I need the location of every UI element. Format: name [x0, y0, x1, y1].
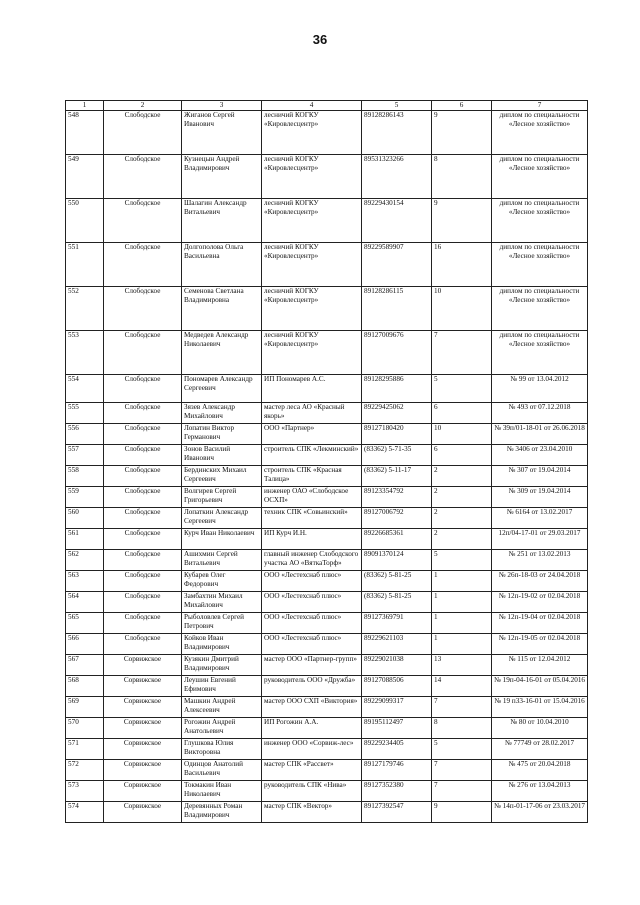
organization-cell: мастер ООО «Партнер-групп» [262, 655, 362, 676]
document-cell: № 19 п33-16-01 от 15.04.2016 [492, 697, 588, 718]
full-name-cell: Шалагин Александр Витальевич [182, 199, 262, 243]
phone-cell: 89127180420 [362, 424, 432, 445]
settlement-cell: Сорвижское [104, 739, 182, 760]
table-row [66, 445, 588, 466]
phone-cell: (83362) 5-81-25 [362, 571, 432, 592]
settlement-cell: Слободское [104, 111, 182, 155]
phone-cell: 89127369791 [362, 613, 432, 634]
document-cell: № 3406 от 23.04.2010 [492, 445, 588, 466]
col-header-4: 4 [262, 101, 362, 111]
phone-cell: 89127088506 [362, 676, 432, 697]
organization-cell: главный инженер Слободского участка АО «ВяткаТорф» [262, 550, 362, 571]
full-name-cell: Курч Иван Николаевич [182, 529, 262, 550]
table-row [66, 760, 588, 781]
settlement-cell: Слободское [104, 466, 182, 487]
settlement-cell: Слободское [104, 243, 182, 287]
table-row [66, 199, 588, 243]
experience-cell: 10 [432, 424, 492, 445]
document-cell: диплом по специальности «Лесное хозяйство» [492, 155, 588, 199]
phone-cell: 89127009676 [362, 331, 432, 375]
full-name-cell: Кузякин Дмитрий Владимирович [182, 655, 262, 676]
row-number-cell: 571 [66, 739, 104, 760]
settlement-cell: Слободское [104, 508, 182, 529]
settlement-cell: Слободское [104, 571, 182, 592]
table-row [66, 571, 588, 592]
settlement-cell: Сорвижское [104, 781, 182, 802]
settlement-cell: Слободское [104, 529, 182, 550]
document-cell: диплом по специальности «Лесное хозяйство» [492, 199, 588, 243]
phone-cell: 89123354792 [362, 487, 432, 508]
table-row [66, 155, 588, 199]
document-cell: № 77749 от 28.02.2017 [492, 739, 588, 760]
organization-cell: ООО «Лестехснаб плюс» [262, 592, 362, 613]
phone-cell: 89229099317 [362, 697, 432, 718]
settlement-cell: Слободское [104, 445, 182, 466]
settlement-cell: Сорвижское [104, 676, 182, 697]
full-name-cell: Лопаткин Александр Сергеевич [182, 508, 262, 529]
full-name-cell: Жиганов Сергей Иванович [182, 111, 262, 155]
table-row [66, 243, 588, 287]
phone-cell: 89229425062 [362, 403, 432, 424]
row-number-cell: 557 [66, 445, 104, 466]
settlement-cell: Слободское [104, 613, 182, 634]
organization-cell: ИП Курч И.Н. [262, 529, 362, 550]
organization-cell: лесничий КОГКУ «Кировлесцентр» [262, 199, 362, 243]
document-cell: диплом по специальности «Лесное хозяйство» [492, 111, 588, 155]
page-number: 36 [312, 32, 328, 47]
document-cell: № 12п-19-05 от 02.04.2018 [492, 634, 588, 655]
row-number-cell: 568 [66, 676, 104, 697]
organization-cell: техник СПК «Совьинский» [262, 508, 362, 529]
row-number-cell: 572 [66, 760, 104, 781]
document-cell: № 115 от 12.04.2012 [492, 655, 588, 676]
experience-cell: 10 [432, 287, 492, 331]
organization-cell: ООО «Партнер» [262, 424, 362, 445]
table-row [66, 718, 588, 739]
table-row [66, 739, 588, 760]
row-number-cell: 569 [66, 697, 104, 718]
experience-cell: 13 [432, 655, 492, 676]
full-name-cell: Рыболовлев Сергей Петрович [182, 613, 262, 634]
document-cell: № 309 от 19.04.2014 [492, 487, 588, 508]
experience-cell: 2 [432, 529, 492, 550]
settlement-cell: Слободское [104, 199, 182, 243]
document-cell: № 493 от 07.12.2018 [492, 403, 588, 424]
col-header-6: 6 [432, 101, 492, 111]
col-header-2: 2 [104, 101, 182, 111]
full-name-cell: Машкин Андрей Алексеевич [182, 697, 262, 718]
settlement-cell: Слободское [104, 634, 182, 655]
table-row [66, 550, 588, 571]
full-name-cell: Рогожин Андрей Анатольевич [182, 718, 262, 739]
full-name-cell: Кузнецын Андрей Владимирович [182, 155, 262, 199]
settlement-cell: Сорвижское [104, 655, 182, 676]
settlement-cell: Слободское [104, 592, 182, 613]
organization-cell: руководитель ООО «Дружба» [262, 676, 362, 697]
table-row [66, 697, 588, 718]
organization-cell: ООО «Лестехснаб плюс» [262, 613, 362, 634]
organization-cell: мастер ООО СХП «Виктория» [262, 697, 362, 718]
row-number-cell: 570 [66, 718, 104, 739]
experience-cell: 2 [432, 508, 492, 529]
table-row [66, 676, 588, 697]
settlement-cell: Сорвижское [104, 697, 182, 718]
row-number-cell: 558 [66, 466, 104, 487]
table-row [66, 466, 588, 487]
experience-cell: 16 [432, 243, 492, 287]
row-number-cell: 574 [66, 802, 104, 823]
experience-cell: 2 [432, 487, 492, 508]
row-number-cell: 560 [66, 508, 104, 529]
organization-cell: инженер ООО «Сорвиж-лес» [262, 739, 362, 760]
experience-cell: 9 [432, 802, 492, 823]
full-name-cell: Зязев Александр Михайлович [182, 403, 262, 424]
experience-cell: 2 [432, 466, 492, 487]
phone-cell: 89226685361 [362, 529, 432, 550]
experience-cell: 5 [432, 375, 492, 403]
full-name-cell: Волгирев Сергей Григорьевич [182, 487, 262, 508]
table-header [66, 101, 588, 111]
row-number-cell: 556 [66, 424, 104, 445]
document-cell: диплом по специальности «Лесное хозяйство» [492, 287, 588, 331]
settlement-cell: Слободское [104, 487, 182, 508]
experience-cell: 6 [432, 403, 492, 424]
experience-cell: 6 [432, 445, 492, 466]
organization-cell: ООО «Лестехснаб плюс» [262, 571, 362, 592]
document-cell: № 307 от 19.04.2014 [492, 466, 588, 487]
table-row [66, 781, 588, 802]
row-number-cell: 562 [66, 550, 104, 571]
row-number-cell: 559 [66, 487, 104, 508]
organization-cell: лесничий КОГКУ «Кировлесцентр» [262, 287, 362, 331]
row-number-cell: 573 [66, 781, 104, 802]
experience-cell: 9 [432, 111, 492, 155]
phone-cell: 89229430154 [362, 199, 432, 243]
document-cell: № 80 от 10.04.2010 [492, 718, 588, 739]
settlement-cell: Сорвижское [104, 718, 182, 739]
table-row [66, 802, 588, 823]
settlement-cell: Сорвижское [104, 802, 182, 823]
experience-cell: 8 [432, 718, 492, 739]
phone-cell: (83362) 5-11-17 [362, 466, 432, 487]
row-number-cell: 548 [66, 111, 104, 155]
organization-cell: руководитель СПК «Нива» [262, 781, 362, 802]
phone-cell: 89127179746 [362, 760, 432, 781]
full-name-cell: Бердинских Михаил Сергеевич [182, 466, 262, 487]
row-number-cell: 564 [66, 592, 104, 613]
settlement-cell: Слободское [104, 287, 182, 331]
organization-cell: строитель СПК «Лекминский» [262, 445, 362, 466]
full-name-cell: Леушин Евгений Ефимович [182, 676, 262, 697]
experience-cell: 7 [432, 760, 492, 781]
col-header-5: 5 [362, 101, 432, 111]
phone-cell: 89127392547 [362, 802, 432, 823]
full-name-cell: Замбахтин Михаил Михайлович [182, 592, 262, 613]
organization-cell: лесничий КОГКУ «Кировлесцентр» [262, 331, 362, 375]
organization-cell: мастер СПК «Рассвет» [262, 760, 362, 781]
document-cell: № 12п-19-04 от 02.04.2018 [492, 613, 588, 634]
row-number-cell: 553 [66, 331, 104, 375]
full-name-cell: Глушкова Юлия Викторовна [182, 739, 262, 760]
experience-cell: 1 [432, 592, 492, 613]
row-number-cell: 550 [66, 199, 104, 243]
document-cell: № 14п-01-17-06 от 23.03.2017 [492, 802, 588, 823]
phone-cell: 89128286143 [362, 111, 432, 155]
table-row [66, 331, 588, 375]
full-name-cell: Койков Иван Владимирович [182, 634, 262, 655]
row-number-cell: 565 [66, 613, 104, 634]
organization-cell: лесничий КОГКУ «Кировлесцентр» [262, 111, 362, 155]
document-cell: № 26п-18-03 от 24.04.2018 [492, 571, 588, 592]
organization-cell: ИП Рогожин А.А. [262, 718, 362, 739]
organization-cell: ИП Пономарев А.С. [262, 375, 362, 403]
table-row [66, 655, 588, 676]
experience-cell: 5 [432, 550, 492, 571]
experience-cell: 7 [432, 697, 492, 718]
col-header-3: 3 [182, 101, 262, 111]
phone-cell: (83362) 5-71-35 [362, 445, 432, 466]
phone-cell: (83362) 5-81-25 [362, 592, 432, 613]
phone-cell: 89229621103 [362, 634, 432, 655]
document-cell: № 6164 от 13.02.2017 [492, 508, 588, 529]
table-row [66, 487, 588, 508]
settlement-cell: Слободское [104, 403, 182, 424]
settlement-cell: Слободское [104, 155, 182, 199]
full-name-cell: Долгополова Ольга Васильевна [182, 243, 262, 287]
row-number-cell: 567 [66, 655, 104, 676]
full-name-cell: Семенова Светлана Владимировна [182, 287, 262, 331]
settlement-cell: Слободское [104, 424, 182, 445]
full-name-cell: Медведев Александр Николаевич [182, 331, 262, 375]
organization-cell: строитель СПК «Красная Талица» [262, 466, 362, 487]
table-body [66, 111, 588, 823]
document-cell: № 276 от 13.04.2013 [492, 781, 588, 802]
experience-cell: 7 [432, 331, 492, 375]
table-row [66, 111, 588, 155]
row-number-cell: 555 [66, 403, 104, 424]
table-row [66, 529, 588, 550]
document-cell: 12п/04-17-01 от 29.03.2017 [492, 529, 588, 550]
full-name-cell: Деревянных Роман Владимирович [182, 802, 262, 823]
document-cell: № 39п/01-18-01 от 26.06.2018 [492, 424, 588, 445]
phone-cell: 89229589907 [362, 243, 432, 287]
document-cell: диплом по специальности «Лесное хозяйство» [492, 243, 588, 287]
full-name-cell: Кубарев Олег Федорович [182, 571, 262, 592]
phone-cell: 89229234405 [362, 739, 432, 760]
settlement-cell: Слободское [104, 331, 182, 375]
phone-cell: 89128295886 [362, 375, 432, 403]
organization-cell: инженер ОАО «Слободское ОСХП» [262, 487, 362, 508]
experience-cell: 1 [432, 634, 492, 655]
document-cell: № 251 от 13.02.2013 [492, 550, 588, 571]
phone-cell: 89127006792 [362, 508, 432, 529]
row-number-cell: 552 [66, 287, 104, 331]
row-number-cell: 554 [66, 375, 104, 403]
experience-cell: 9 [432, 199, 492, 243]
settlement-cell: Слободское [104, 550, 182, 571]
document-cell: № 12п-19-02 от 02.04.2018 [492, 592, 588, 613]
document-cell: диплом по специальности «Лесное хозяйство» [492, 331, 588, 375]
full-name-cell: Пономарев Александр Сергеевич [182, 375, 262, 403]
settlement-cell: Сорвижское [104, 760, 182, 781]
experience-cell: 14 [432, 676, 492, 697]
organization-cell: мастер СПК «Вектор» [262, 802, 362, 823]
table-row [66, 613, 588, 634]
table-row [66, 424, 588, 445]
phone-cell: 89091370124 [362, 550, 432, 571]
phone-cell: 89195112497 [362, 718, 432, 739]
full-name-cell: Зонов Василий Иванович [182, 445, 262, 466]
document-cell: № 475 от 20.04.2018 [492, 760, 588, 781]
document-cell: № 99 от 13.04.2012 [492, 375, 588, 403]
table-row [66, 287, 588, 331]
phone-cell: 89128286115 [362, 287, 432, 331]
full-name-cell: Ашихмин Сергей Витальевич [182, 550, 262, 571]
table-row [66, 375, 588, 403]
experience-cell: 7 [432, 781, 492, 802]
data-table [65, 100, 588, 823]
row-number-cell: 561 [66, 529, 104, 550]
table-row [66, 592, 588, 613]
experience-cell: 1 [432, 613, 492, 634]
organization-cell: ООО «Лестехснаб плюс» [262, 634, 362, 655]
settlement-cell: Слободское [104, 375, 182, 403]
experience-cell: 5 [432, 739, 492, 760]
table-row [66, 508, 588, 529]
organization-cell: лесничий КОГКУ «Кировлесцентр» [262, 243, 362, 287]
document-cell: № 19п-04-16-01 от 05.04.2016 [492, 676, 588, 697]
phone-cell: 89127352380 [362, 781, 432, 802]
phone-cell: 89229021038 [362, 655, 432, 676]
table-row [66, 634, 588, 655]
row-number-cell: 549 [66, 155, 104, 199]
col-header-1: 1 [66, 101, 104, 111]
table-row [66, 403, 588, 424]
full-name-cell: Одинцов Анатолий Васильевич [182, 760, 262, 781]
full-name-cell: Лопатин Виктор Германович [182, 424, 262, 445]
row-number-cell: 563 [66, 571, 104, 592]
phone-cell: 89531323266 [362, 155, 432, 199]
experience-cell: 1 [432, 571, 492, 592]
organization-cell: лесничий КОГКУ «Кировлесцентр» [262, 155, 362, 199]
col-header-7: 7 [492, 101, 588, 111]
row-number-cell: 551 [66, 243, 104, 287]
row-number-cell: 566 [66, 634, 104, 655]
experience-cell: 8 [432, 155, 492, 199]
full-name-cell: Токмакин Иван Николаевич [182, 781, 262, 802]
organization-cell: мастер леса АО «Красный якорь» [262, 403, 362, 424]
